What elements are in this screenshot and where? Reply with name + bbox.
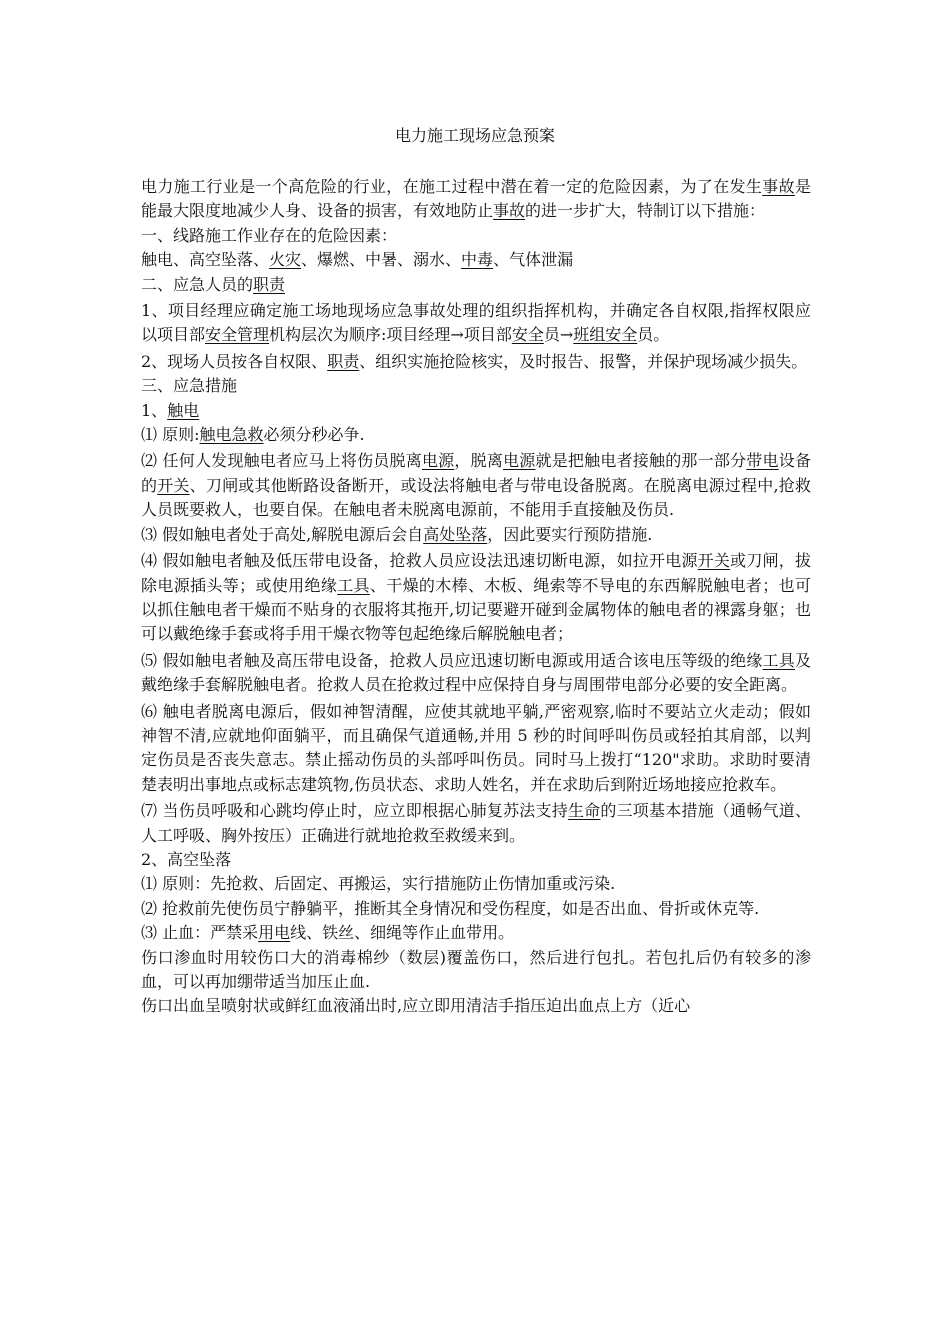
paragraph: 2、现场人员按各自权限、职责、组织实施抢险核实，及时报告、报警，并保护现场减少损失。 [141, 351, 808, 371]
paragraph: 三、应急措施 [141, 376, 238, 396]
underlined-term: 触电 [167, 400, 200, 420]
underlined-term: 事故 [493, 201, 526, 221]
underlined-term: 用电 [258, 923, 291, 943]
underlined-term: 安全 [511, 325, 544, 345]
paragraph: ⑴ 原则:触电急救必须分秒必争. [141, 425, 365, 445]
underlined-term: 中毒 [461, 250, 494, 270]
underlined-term: 工具 [337, 575, 370, 595]
paragraph: 伤口渗血时用较伤口大的消毒棉纱（数层)覆盖伤口，然后进行包扎。若包扎后仍有较多的渗血，可以再加绷带适当加压止血. [141, 947, 811, 991]
document-body [141, 175, 811, 1019]
underlined-term: 事故 [762, 177, 795, 196]
paragraph: ⑹ 触电者脱离电源后，假如神智清醒，应使其就地平躺,严密观察,临时不要站立火走动；假如神智不清,应就地仰面躺平，而且确保气道通畅,并用 5 秒的时间呼叫伤员或轻拍其肩部，以判定伤员是否丧失意志。禁止摇动伤员的头部呼叫伤员。同时马上拨打“120"求助。求助时要清楚表明出事地点或标志建筑物,伤员状态、求助人姓名，并在求助后到附近场地接应抢救车。 [141, 701, 811, 794]
underlined-term: 高处坠落 [423, 524, 488, 544]
paragraph: ⑷ 假如触电者触及低压带电设备，抢救人员应设法迅速切断电源，如拉开电源开关或刀闸，拔除电源插头等；或使用绝缘工具、干燥的木棒、木板、绳索等不导电的东西解脱触电者；也可以抓住触电者干燥而不贴身的衣服将其拖开,切记要避开碰到金属物体的触电者的裸露身躯；也可以戴绝缘手套或将手用干燥衣物等包起绝缘后解脱触电者； [141, 551, 811, 644]
underlined-term: 电源 [421, 451, 455, 471]
page-title: 电力施工现场应急预案 [394, 126, 555, 145]
underlined-term: 职责 [327, 351, 360, 371]
paragraph: 一、线路施工作业存在的危险因素： [141, 225, 398, 245]
underlined-term: 职责 [253, 274, 286, 294]
paragraph: ⑶ 止血：严禁采用电线、铁丝、细绳等作止血带用。 [141, 923, 515, 943]
underlined-term: 班组安全 [573, 325, 638, 345]
paragraph: 1、触电 [141, 400, 200, 420]
underlined-term: 安全管理 [205, 325, 270, 345]
paragraph: 2、高空坠落 [141, 849, 232, 869]
paragraph: ⑸ 假如触电者触及高压带电设备，抢救人员应迅速切断电源或用适合该电压等级的绝缘工具及戴绝缘手套解脱触电者。抢救人员在抢救过程中应保持自身与周围带电部分必要的安全距离。 [141, 650, 811, 695]
underlined-term: 生命 [567, 801, 601, 821]
underlined-term: 电源 [503, 451, 536, 471]
underlined-term: 开关 [697, 551, 731, 571]
underlined-term: 开关 [157, 475, 190, 495]
paragraph: ⑴ 原则：先抢救、后固定、再搬运，实行措施防止伤情加重或污染. [141, 874, 616, 894]
paragraph: 1、项目经理应确定施工场地现场应急事故处理的组织指挥机构，并确定各自权限,指挥权限应以项目部安全管理机构层次为顺序:项目经理→项目部安全员→班组安全员。 [141, 301, 811, 345]
paragraph: ⑶ 假如触电者处于高处,解脱电源后会自高处坠落，因此要实行预防措施. [141, 524, 653, 544]
underlined-term: 带电 [746, 451, 779, 471]
paragraph: 伤口出血呈喷射状或鲜红血液涌出时,应立即用清洁手指压迫出血点上方（近心 [141, 996, 691, 1016]
underlined-term: 火灾 [269, 250, 302, 270]
paragraph: 二、应急人员的职责 [141, 274, 286, 294]
paragraph: ⑵ 抢救前先使伤员宁静躺平，推断其全身情况和受伤程度，如是否出血、骨折或休克等. [141, 898, 760, 918]
underlined-term: 工具 [762, 650, 795, 670]
paragraph: 触电、高空坠落、火灾、爆燃、中暑、溺水、中毒、气体泄漏 [141, 250, 574, 270]
underlined-term: 触电急救 [199, 425, 264, 445]
paragraph: ⑵ 任何人发现触电者应马上将伤员脱离电源，脱离电源就是把触电者接触的那一部分带电设备的开关、刀闸或其他断路设备断开，或设法将触电者与带电设备脱离。在脱离电源过程中,抢救人员既要救人，也要自保。在触电者未脱离电源前，不能用手直接触及伤员. [141, 451, 811, 520]
paragraph: 电力施工行业是一个高危险的行业，在施工过程中潜在着一定的危险因素，为了在发生事故是能最大限度地减少人身、设备的损害，有效地防止事故的进一步扩大，特制订以下措施： [141, 177, 811, 221]
paragraph: ⑺ 当伤员呼吸和心跳均停止时，应立即根据心肺复苏法支持生命的三项基本措施（通畅气道、人工呼吸、胸外按压）正确进行就地抢救至救缓来到。 [141, 801, 811, 845]
